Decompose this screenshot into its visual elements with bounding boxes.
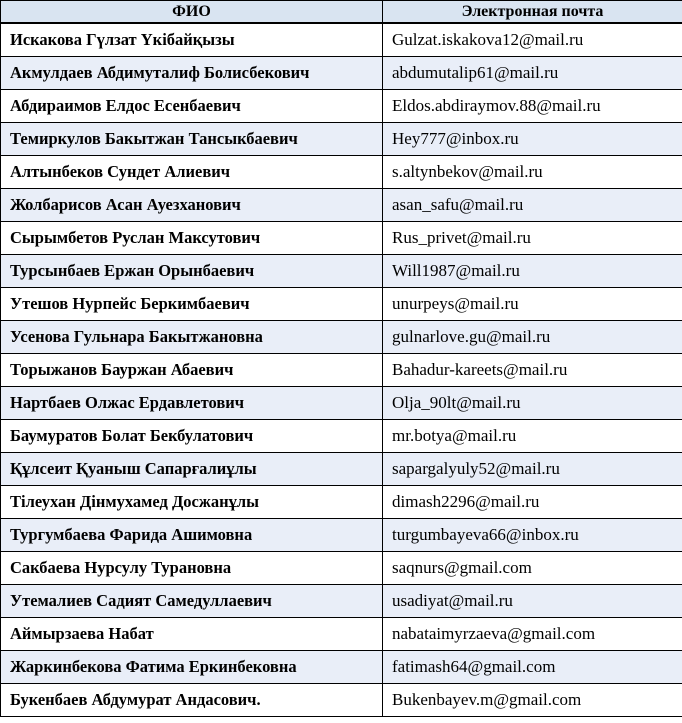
table-row bbox=[1, 486, 682, 519]
row-email-cell: dimash2296@mail.ru bbox=[383, 486, 682, 519]
row-name-cell: Құлсеит Қуаныш Сапарғалиұлы bbox=[1, 453, 383, 486]
header-email: Электронная почта bbox=[383, 1, 682, 24]
row-name-cell: Акмулдаев Абдимуталиф Болисбекович bbox=[1, 57, 383, 90]
table-row bbox=[1, 651, 682, 684]
row-name-cell: Искакова Гүлзат Үкібайқызы bbox=[1, 23, 383, 57]
row-email-cell: Olja_90lt@mail.ru bbox=[383, 387, 682, 420]
table-row bbox=[1, 453, 682, 486]
row-email-cell: Hey777@inbox.ru bbox=[383, 123, 682, 156]
row-name-cell: Букенбаев Абдумурат Андасович. bbox=[1, 684, 383, 717]
table-row bbox=[1, 255, 682, 288]
row-name-cell: Утешов Нурпейс Беркимбаевич bbox=[1, 288, 383, 321]
row-email-cell: Eldos.abdiraymov.88@mail.ru bbox=[383, 90, 682, 123]
row-name-cell: Алтынбеков Сундет Алиевич bbox=[1, 156, 383, 189]
table-row bbox=[1, 288, 682, 321]
table-row bbox=[1, 23, 682, 57]
row-email-cell: s.altynbekov@mail.ru bbox=[383, 156, 682, 189]
row-name-cell: Сакбаева Нурсулу Турановна bbox=[1, 552, 383, 585]
row-email-cell: usadiyat@mail.ru bbox=[383, 585, 682, 618]
table-row bbox=[1, 585, 682, 618]
row-email-cell: Will1987@mail.ru bbox=[383, 255, 682, 288]
row-email-cell: Bukenbayev.m@gmail.com bbox=[383, 684, 682, 717]
table-body bbox=[1, 23, 682, 717]
row-email-cell: fatimash64@gmail.com bbox=[383, 651, 682, 684]
row-email-cell: Gulzat.iskakova12@mail.ru bbox=[383, 23, 682, 57]
row-name-cell: Утемалиев Садият Самедуллаевич bbox=[1, 585, 383, 618]
table-row bbox=[1, 57, 682, 90]
row-name-cell: Абдираимов Елдос Есенбаевич bbox=[1, 90, 383, 123]
table-header bbox=[1, 1, 682, 24]
row-email-cell: asan_safu@mail.ru bbox=[383, 189, 682, 222]
table-row bbox=[1, 519, 682, 552]
table-row bbox=[1, 90, 682, 123]
row-name-cell: Тілеухан Дінмухамед Досжанұлы bbox=[1, 486, 383, 519]
header-row bbox=[1, 1, 682, 24]
row-name-cell: Тургумбаева Фарида Ашимовна bbox=[1, 519, 383, 552]
row-email-cell: unurpeys@mail.ru bbox=[383, 288, 682, 321]
table-row bbox=[1, 618, 682, 651]
row-name-cell: Турсынбаев Ержан Орынбаевич bbox=[1, 255, 383, 288]
table-row bbox=[1, 552, 682, 585]
table-row bbox=[1, 222, 682, 255]
row-name-cell: Аймырзаева Набат bbox=[1, 618, 383, 651]
row-email-cell: Rus_privet@mail.ru bbox=[383, 222, 682, 255]
row-email-cell: turgumbayeva66@inbox.ru bbox=[383, 519, 682, 552]
row-name-cell: Баумуратов Болат Бекбулатович bbox=[1, 420, 383, 453]
table-row bbox=[1, 684, 682, 717]
row-email-cell: mr.botya@mail.ru bbox=[383, 420, 682, 453]
row-name-cell: Нартбаев Олжас Ердавлетович bbox=[1, 387, 383, 420]
row-name-cell: Усенова Гульнара Бакытжановна bbox=[1, 321, 383, 354]
header-name: ФИО bbox=[1, 1, 383, 24]
table-row bbox=[1, 321, 682, 354]
table-row bbox=[1, 420, 682, 453]
table-row bbox=[1, 354, 682, 387]
table-row bbox=[1, 189, 682, 222]
row-email-cell: sapargalyuly52@mail.ru bbox=[383, 453, 682, 486]
row-email-cell: Bahadur-kareets@mail.ru bbox=[383, 354, 682, 387]
row-email-cell: gulnarlove.gu@mail.ru bbox=[383, 321, 682, 354]
table-row bbox=[1, 387, 682, 420]
row-email-cell: abdumutalip61@mail.ru bbox=[383, 57, 682, 90]
row-name-cell: Темиркулов Бакытжан Тансыкбаевич bbox=[1, 123, 383, 156]
table-row bbox=[1, 123, 682, 156]
row-name-cell: Жаркинбекова Фатима Еркинбековна bbox=[1, 651, 383, 684]
row-email-cell: nabataimyrzaeva@gmail.com bbox=[383, 618, 682, 651]
row-email-cell: saqnurs@gmail.com bbox=[383, 552, 682, 585]
row-name-cell: Жолбарисов Асан Ауезханович bbox=[1, 189, 383, 222]
table-row bbox=[1, 156, 682, 189]
row-name-cell: Сырымбетов Руслан Максутович bbox=[1, 222, 383, 255]
row-name-cell: Торыжанов Бауржан Абаевич bbox=[1, 354, 383, 387]
